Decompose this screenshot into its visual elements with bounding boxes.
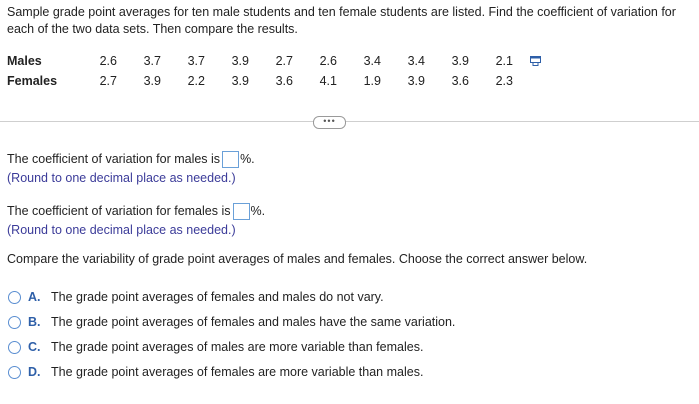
- females-cv-prefix: The coefficient of variation for females is: [7, 204, 231, 218]
- table-cell: 3.7: [143, 54, 161, 68]
- ellipsis-icon[interactable]: •••: [313, 116, 346, 129]
- table-cell: 2.1: [495, 54, 513, 68]
- section-divider: [0, 121, 699, 122]
- choice-letter: B.: [28, 315, 41, 329]
- radio-button[interactable]: [8, 291, 21, 304]
- table-cell: 3.7: [187, 54, 205, 68]
- row-label-females: Females: [7, 74, 58, 88]
- table-cell: 2.3: [495, 74, 513, 88]
- table-cell: 4.1: [319, 74, 337, 88]
- table-cell: 3.4: [407, 54, 425, 68]
- row-label-males: Males: [7, 54, 42, 68]
- radio-button[interactable]: [8, 366, 21, 379]
- table-row-males: [7, 51, 513, 71]
- choice-text: The grade point averages of females and males have the same variation.: [51, 315, 456, 329]
- choice-letter: D.: [28, 365, 41, 379]
- males-cv-prefix: The coefficient of variation for males is: [7, 152, 221, 166]
- compare-prompt: Compare the variability of grade point averages of males and females. Choose the correct answer below.: [7, 252, 588, 266]
- table-cell: 2.6: [319, 54, 337, 68]
- table-cell: 2.7: [99, 74, 117, 88]
- table-cell: 3.6: [275, 74, 293, 88]
- choice-text: The grade point averages of females and males do not vary.: [51, 290, 384, 304]
- choice-text: The grade point averages of males are more variable than females.: [51, 340, 424, 354]
- copy-data-icon[interactable]: [530, 55, 541, 65]
- females-cv-question: [7, 203, 265, 220]
- table-cell: 2.7: [275, 54, 293, 68]
- choice-letter: A.: [28, 290, 41, 304]
- choice-text: The grade point averages of females are more variable than males.: [51, 365, 424, 379]
- table-cell: 3.9: [407, 74, 425, 88]
- radio-button[interactable]: [8, 316, 21, 329]
- table-row-females: [7, 71, 513, 91]
- table-cell: 3.9: [231, 74, 249, 88]
- males-round-hint: (Round to one decimal place as needed.): [7, 171, 236, 185]
- males-cv-suffix: %.: [240, 152, 255, 166]
- choice-letter: C.: [28, 340, 41, 354]
- table-cell: 3.6: [451, 74, 469, 88]
- males-cv-input[interactable]: [222, 151, 239, 168]
- males-cv-question: [7, 151, 255, 168]
- radio-button[interactable]: [8, 341, 21, 354]
- table-cell: 3.9: [231, 54, 249, 68]
- table-cell: 2.6: [99, 54, 117, 68]
- table-cell: 3.9: [451, 54, 469, 68]
- table-cell: 1.9: [363, 74, 381, 88]
- females-round-hint: (Round to one decimal place as needed.): [7, 223, 236, 237]
- table-cell: 3.9: [143, 74, 161, 88]
- females-cv-input[interactable]: [233, 203, 250, 220]
- table-cell: 2.2: [187, 74, 205, 88]
- table-cell: 3.4: [363, 54, 381, 68]
- females-cv-suffix: %.: [250, 204, 266, 218]
- problem-statement: Sample grade point averages for ten male students and ten female students are listed. Find the coefficient of variation for each of the two data sets. Then compare the results.: [7, 5, 676, 36]
- data-table: [7, 51, 513, 91]
